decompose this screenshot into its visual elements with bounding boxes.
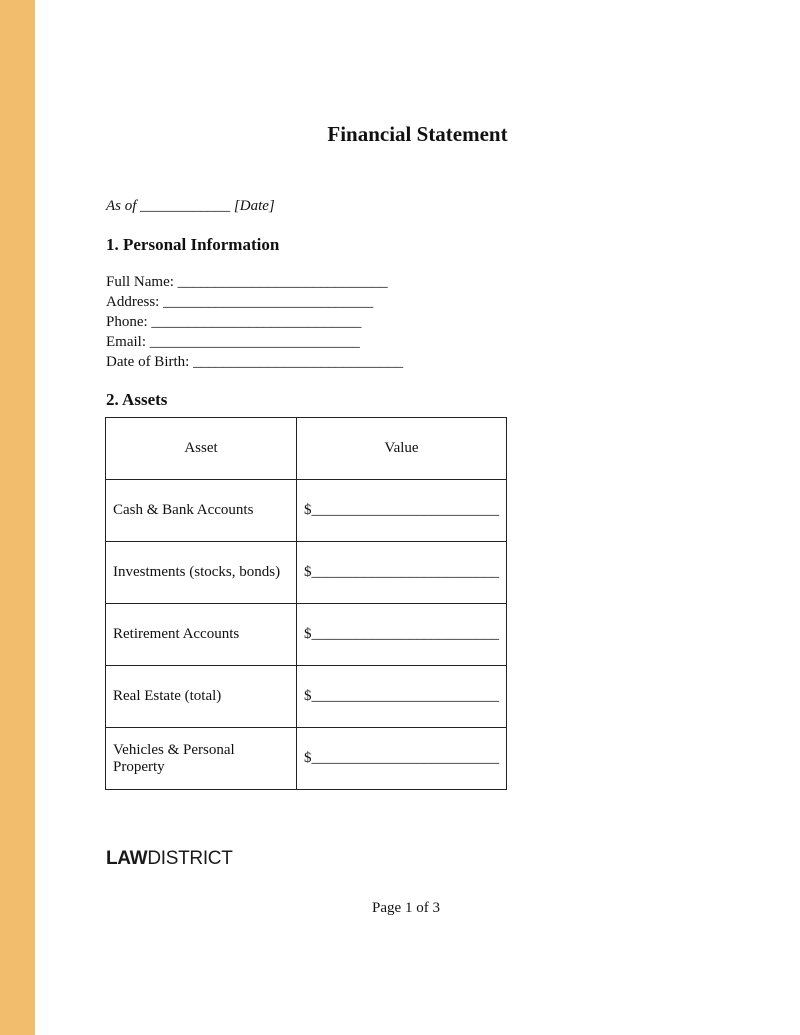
as-of-date-line: As of ____________ [Date] bbox=[106, 198, 275, 214]
asset-cell: Real Estate (total) bbox=[106, 666, 297, 728]
asset-cell: Vehicles & Personal Property bbox=[106, 728, 297, 790]
assets-heading: 2. Assets bbox=[106, 390, 168, 409]
column-header-asset: Asset bbox=[106, 418, 297, 480]
asset-cell: Retirement Accounts bbox=[106, 604, 297, 666]
personal-info-heading: 1. Personal Information bbox=[106, 235, 280, 254]
phone-field: Phone: ____________________________ bbox=[106, 314, 362, 330]
lawdistrict-logo bbox=[106, 848, 233, 870]
logo-bold-part: LAW bbox=[106, 848, 148, 869]
value-cell: $_________________________ bbox=[297, 666, 507, 728]
value-cell: $_________________________ bbox=[297, 480, 507, 542]
personal-info-fields bbox=[106, 272, 403, 372]
full-name-field: Full Name: ____________________________ bbox=[106, 274, 388, 290]
assets-table bbox=[105, 417, 507, 790]
orange-sidebar-bar bbox=[0, 0, 35, 1035]
table-header-row bbox=[106, 418, 507, 480]
value-cell: $_________________________ bbox=[297, 604, 507, 666]
asset-cell: Cash & Bank Accounts bbox=[106, 480, 297, 542]
logo-light-part: DISTRICT bbox=[147, 848, 233, 869]
table-row bbox=[106, 666, 507, 728]
column-header-value: Value bbox=[297, 418, 507, 480]
dob-field: Date of Birth: ____________________________ bbox=[106, 354, 404, 370]
page-number: Page 1 of 3 bbox=[372, 900, 440, 916]
address-field: Address: ____________________________ bbox=[106, 294, 374, 310]
page-title: Financial Statement bbox=[327, 122, 508, 146]
value-cell: $_________________________ bbox=[297, 728, 507, 790]
table-row bbox=[106, 604, 507, 666]
table-row bbox=[106, 542, 507, 604]
asset-cell: Investments (stocks, bonds) bbox=[106, 542, 297, 604]
table-row bbox=[106, 728, 507, 790]
value-cell: $_________________________ bbox=[297, 542, 507, 604]
table-row bbox=[106, 480, 507, 542]
email-field: Email: ____________________________ bbox=[106, 334, 360, 350]
